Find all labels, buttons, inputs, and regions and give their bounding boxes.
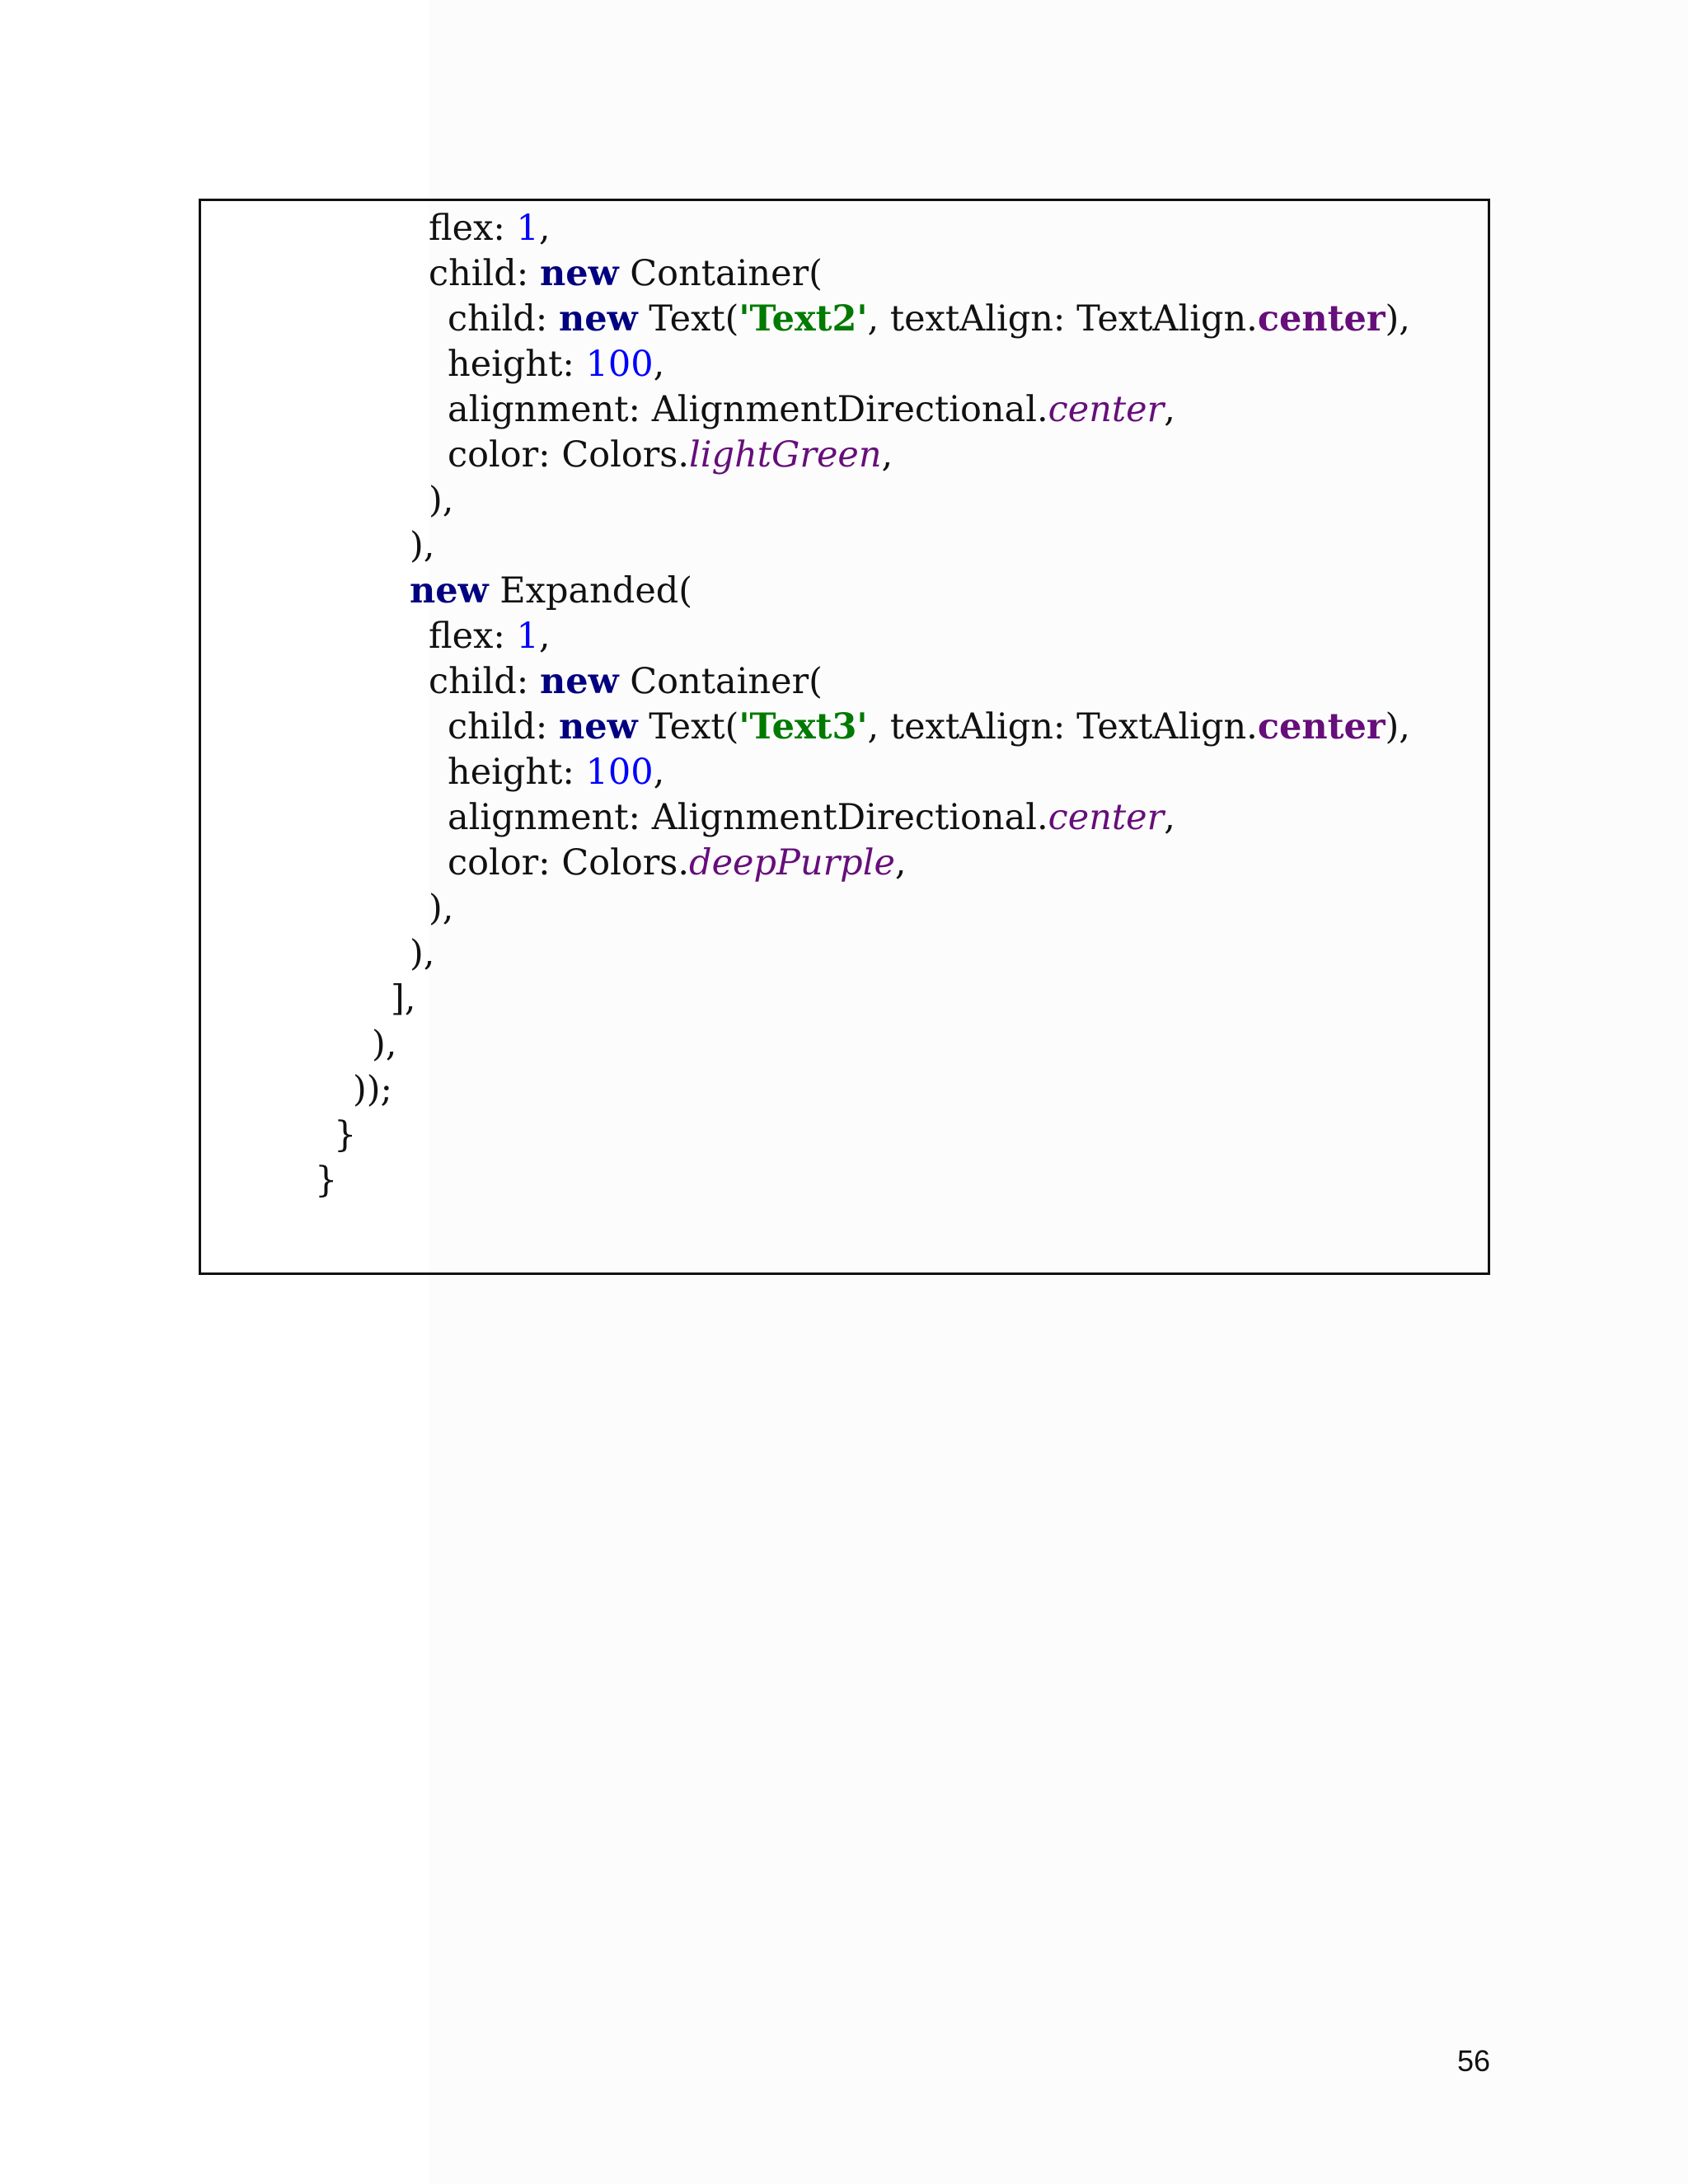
code-line [410,523,434,569]
code-token: new [410,570,489,612]
code-token: ), [372,1024,397,1065]
code-token: Container( [618,661,823,702]
code-token: child: [448,706,559,748]
code-line [315,1158,337,1203]
code-line [429,478,453,523]
code-line [353,1067,392,1113]
code-token: flex: [429,208,517,249]
code-token: Container( [618,253,823,294]
code-token: center [1257,298,1386,340]
code-token: child: [429,253,540,294]
code-token: 'Text2' [738,298,868,340]
code-line [448,342,664,387]
code-token: new [558,706,638,748]
code-token: deepPurple [689,842,895,883]
code-token: color: Colors. [448,842,690,883]
code-token: Text( [637,706,739,748]
code-line [448,750,664,795]
code-token: flex: [429,616,517,657]
code-token: ), [429,480,454,521]
code-line [448,705,1410,750]
code-token: 'Text3' [738,706,868,748]
code-token: 100 [585,752,654,793]
code-token: , [538,616,551,657]
code-line [448,433,893,478]
code-line [334,1113,356,1158]
code-token: 1 [516,208,539,249]
code-token: ), [1385,298,1410,340]
code-token: new [539,661,619,702]
code-token: , [653,752,665,793]
page-number: 56 [1456,2044,1490,2078]
code-token: new [539,253,619,294]
code-line [429,614,551,659]
code-line [448,387,1175,433]
code-token: center [1048,389,1165,430]
code-token: height: [448,752,586,793]
code-listing-box [199,199,1490,1275]
code-token: ), [1385,706,1410,748]
code-token: Expanded( [488,570,693,612]
code-token: height: [448,344,586,385]
code-line [410,569,692,614]
code-line [448,297,1410,342]
code-token: , [881,434,893,476]
code-line [429,251,823,297]
code-token: , [1164,389,1175,430]
code-token: 100 [585,344,654,385]
code-line [429,206,551,251]
code-token: new [558,298,638,340]
code-token: , [653,344,665,385]
code-token: )); [353,1069,393,1110]
code-token: child: [448,298,559,340]
code-token: , textAlign: TextAlign. [867,706,1258,748]
code-line [429,886,453,931]
code-token: lightGreen [689,434,882,476]
code-token: , textAlign: TextAlign. [867,298,1258,340]
code-token: center [1257,706,1386,748]
code-token: ), [410,525,435,566]
code-token: alignment: AlignmentDirectional. [448,797,1048,838]
code-token: , [538,208,551,249]
code-line [448,841,907,886]
code-token: } [334,1114,357,1155]
code-token: ), [429,888,454,929]
code-token: , [894,842,907,883]
code-token: } [315,1160,338,1201]
code-token: 1 [516,616,539,657]
code-token: alignment: AlignmentDirectional. [448,389,1048,430]
code-line [391,977,415,1022]
code-token: color: Colors. [448,434,690,476]
code-token: , [1164,797,1175,838]
code-line [410,931,434,977]
code-line [429,659,823,705]
code-token: child: [429,661,540,702]
code-token: Text( [637,298,739,340]
code-line [372,1022,396,1067]
code-token: ], [391,978,416,1019]
code-line [448,795,1175,841]
code-token: center [1048,797,1165,838]
code-token: ), [410,933,435,974]
